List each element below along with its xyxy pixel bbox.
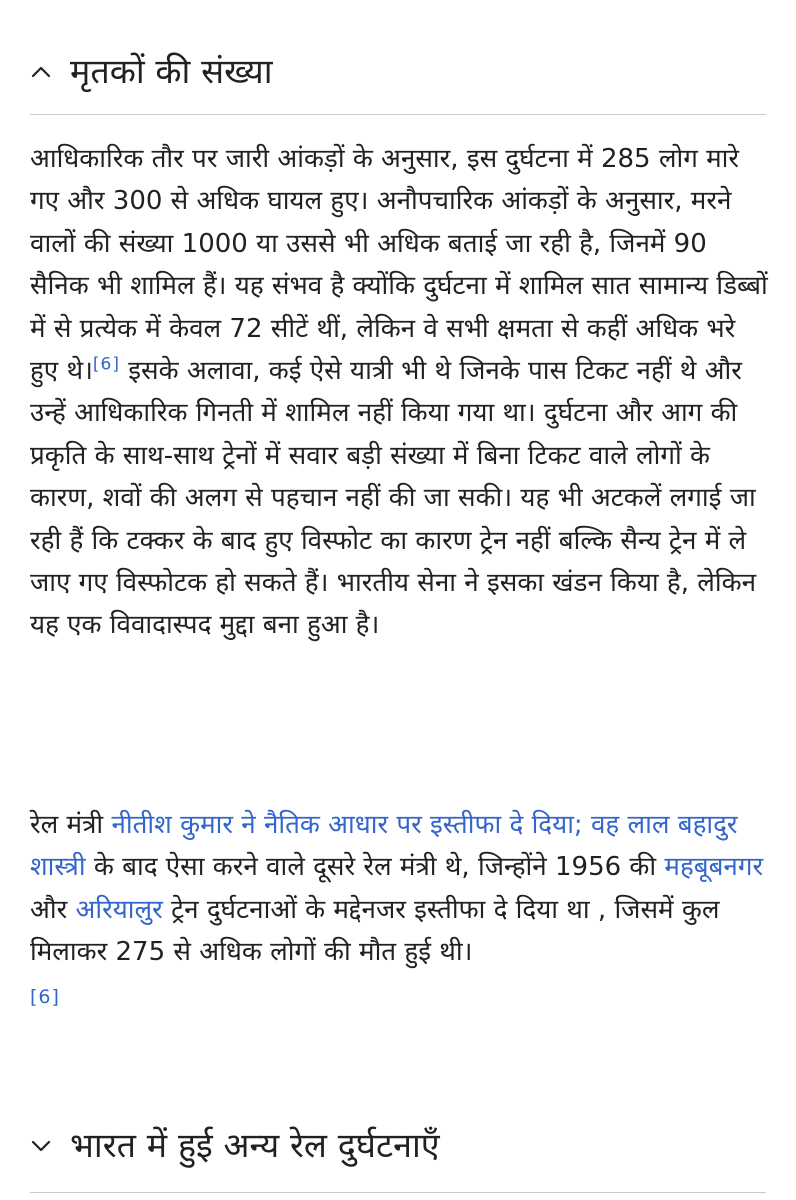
section-title: मृतकों की संख्या: [70, 52, 273, 92]
reference-link[interactable]: [6]: [92, 354, 121, 375]
resignation-paragraph: [30, 804, 768, 1018]
paragraph-text: रेल मंत्री: [30, 810, 112, 840]
paragraph-text: इसके अलावा, कई ऐसे यात्री भी थे जिनके पास टिकट नहीं थे और उन्हें आधिकारिक गिनती में शामिल नहीं किया गया था। दुर्घटना और आग की प्रकृति के साथ-साथ ट्रेनों में सवार बड़ी संख्या में बिना टिकट वाले लोगों के कारण, शवों की अलग से पहचान नहीं की जा सकी। यह भी अटकलें लगाई जा रही हैं कि टक्कर के बाद हुए विस्फोट का कारण ट्रेन नहीं बल्कि सैन्य ट्रेन में ले जाए गए विस्फोटक हो सकते हैं। भारतीय सेना ने इसका खंडन किया है, लेकिन यह एक विवादास्पद मुद्दा बना हुआ है।: [30, 356, 757, 641]
link-mahbubnagar[interactable]: महबूबनगर: [664, 852, 764, 883]
paragraph-text: के बाद ऐसा करने वाले दूसरे रेल मंत्री थे, जिन्होंने 1956 की: [85, 852, 665, 883]
link-nitish-kumar[interactable]: नीतीश कुमार ने नैतिक आधार पर इस्तीफा दे दिया; वह लाल बहादुर शास्त्री: [30, 810, 738, 883]
paragraph-text: और: [30, 894, 76, 925]
link-ariyalur[interactable]: अरियालुर: [75, 894, 163, 925]
section-header-casualties[interactable]: [30, 30, 766, 115]
chevron-down-icon[interactable]: [30, 1129, 64, 1163]
reference-link[interactable]: [6]: [30, 985, 60, 1008]
paragraph-text: ट्रेन दुर्घटनाओं के मद्देनजर इस्तीफा दे दिया था , जिसमें कुल मिलाकर 275 से अधिक लोगों की मौत हुई थी।: [30, 894, 720, 968]
chevron-up-icon[interactable]: [30, 55, 64, 89]
casualties-paragraph: [30, 138, 768, 647]
section-header-other-accidents[interactable]: [30, 1100, 766, 1193]
section-title: भारत में हुई अन्य रेल दुर्घटनाएँ: [70, 1126, 440, 1166]
paragraph-text: आधिकारिक तौर पर जारी आंकड़ों के अनुसार, इस दुर्घटना में 285 लोग मारे गए और 300 से अधिक घायल हुए। अनौपचारिक आंकड़ों के अनुसार, मरने वालों की संख्या 1000 या उससे भी अधिक बताई जा रही है, जिनमें 90 सैनिक भी शामिल हैं। यह संभव है क्योंकि दुर्घटना में शामिल सात सामान्य डिब्बों में से प्रत्येक में केवल 72 सीटें थीं, लेकिन वे सभी क्षमता से कहीं अधिक भरे हुए थे।: [30, 144, 768, 387]
